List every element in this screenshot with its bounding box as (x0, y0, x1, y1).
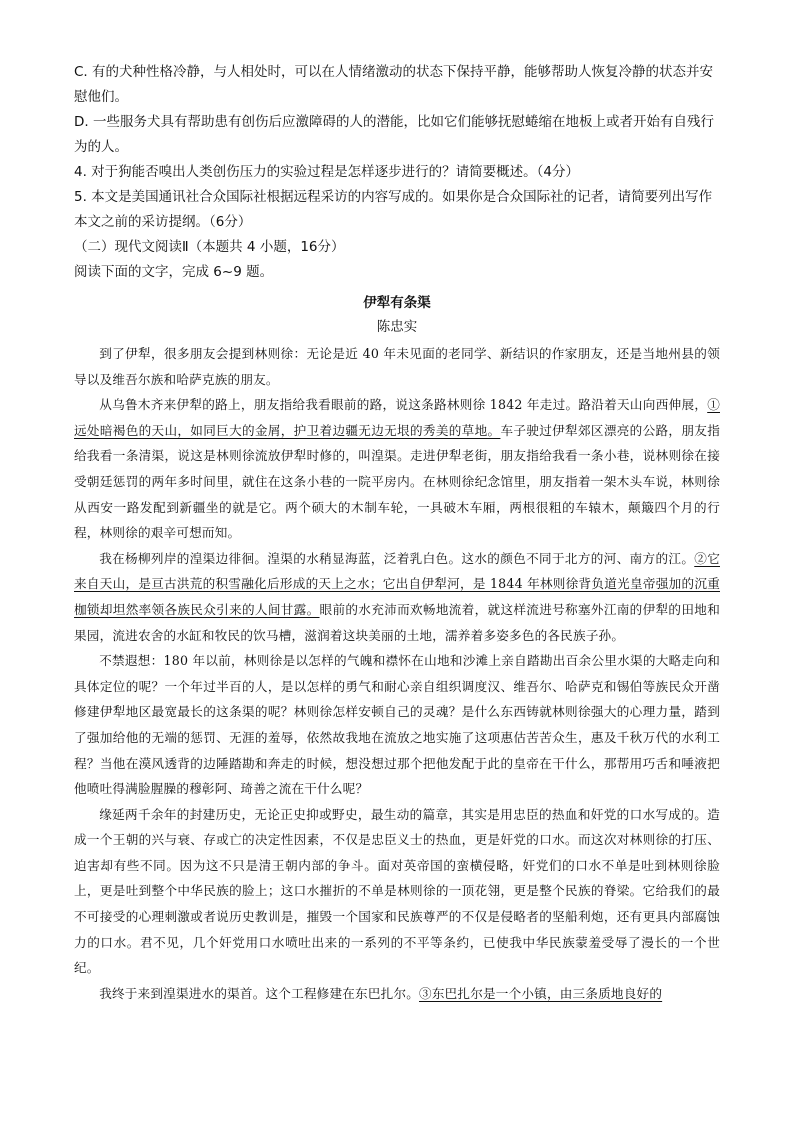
paragraph-2-text-a: 从乌鲁木齐来伊犁的路上，朋友指给我看眼前的路，说这条路林则徐 1842 年走过。路沿着天山向西伸展， (99, 397, 708, 413)
section-instruction: 阅读下面的文字，完成 6~9 题。 (74, 264, 274, 280)
paragraph-3-text-b: 眼前的水充沛而欢畅地流着，就这样流进号称塞外江南的伊犁的田地和果园，流进农舍的水缸和牧民的饮马槽，滋润着这块美丽的土地，濡养着多姿多色的各民族子孙。 (74, 601, 720, 643)
exam-page (74, 60, 720, 1006)
underlined-sentence-3: ③东巴扎尔是一个小镇，由三条质地良好的 (419, 985, 663, 1001)
article-author: 陈忠实 (376, 319, 418, 335)
paragraph-3-text-a: 我在杨柳列岸的湟渠边徘徊。湟渠的水稍显海蓝，泛着乳白色。这水的颜色不同于北方的河、南方的江。 (99, 550, 695, 566)
section-heading: （二）现代文阅读Ⅱ（本题共 4 小题，16分） (74, 239, 345, 255)
paragraph-4: 不禁遐想：180 年以前，林则徐是以怎样的气魄和襟怀在山地和沙滩上亲自踏勘出百余公里水渠的大略走向和具体定位的呢？一个年过半百的人，是以怎样的勇气和耐心亲自组织调度汉、维吾尔、哈萨克和锡伯等族民众开凿修建伊犁地区最宽最长的这条渠的呢？林则徐怎样安顿自己的灵魂？是什么东西铸就林则徐强大的心理力量，踏到了强加给他的无端的惩罚、无涯的羞辱，依然故我地在流放之地实施了这项惠估苦苦众生，惠及千秋万代的水利工程？当他在漠风透背的边陲踏勘和奔走的时候，想没想过那个把他发配于此的皇帝在干什么，那帮用巧舌和唾液把他喷吐得满脸腥臊的穆彰阿、琦善之流在干什么呢？ (74, 653, 720, 797)
question-5: 5. 本文是美国通讯社合众国际社根据远程采访的内容写成的。如果你是合众国际社的记者，请简要列出写作本文之前的采访提纲。（6分） (74, 189, 713, 230)
paragraph-3 (74, 546, 720, 648)
option-d: D. 一些服务犬具有帮助患有创伤后应激障碍的人的潜能，比如它们能够抚慰蜷缩在地板上或者开始有自残行为的人。 (74, 114, 714, 155)
question-4: 4. 对于狗能否嗅出人类创伤压力的实验过程是怎样逐步进行的？请简要概述。（4分） (74, 164, 580, 180)
paragraph-2-text-b: 车子驶过伊犁郊区漂亮的公路，朋友指给我看一条清渠，说这是林则徐流放伊犁时修的，叫湟渠。走进伊犁老街，朋友指给我看一条小巷，说林则徐在接受朝廷惩罚的两年多时间里，就住在这条小巷的一院平房内。在林则徐纪念馆里，朋友指着一架木头车说，林则徐从西安一路发配到新疆坐的就是它。两个硕大的木制车轮，一具破木车厢，两根很粗的车辕木，颠簸四个月的行程，林则徐的艰辛可想而知。 (74, 422, 720, 541)
paragraph-6-text-a: 我终于来到湟渠进水的渠首。这个工程修建在东巴扎尔。 (99, 985, 420, 1001)
paragraph-6 (74, 981, 720, 1007)
underlined-sentence-1: ①远处暗褐色的天山，如同巨大的金屑，护卫着边疆无边无垠的秀美的草地。 (74, 397, 720, 438)
option-c: C. 有的犬种性格冷静，与人相处时，可以在人情绪激动的状态下保持平静，能够帮助人恢复冷静的状态并安慰他们。 (74, 64, 714, 105)
underlined-sentence-2: ②它来自天山，是亘古洪荒的积雪融化后形成的天上之水；它出自伊犁河，是 1844 年林则徐背负道光皇帝强加的沉重枷锁却坦然率领各族民众引来的人间甘露。 (74, 550, 720, 617)
paragraph-2 (74, 392, 720, 546)
article-title: 伊犁有条渠 (363, 295, 431, 311)
paragraph-1: 到了伊犁，很多朋友会提到林则徐：无论是近 40 年未见面的老同学、新结识的作家朋友，还是当地州县的领导以及维吾尔族和哈萨克族的朋友。 (74, 346, 720, 387)
paragraph-5: 缘延两千余年的封建历史，无论正史抑或野史，最生动的篇章，其实是用忠臣的热血和奸党的口水写成的。造成一个王朝的兴与衰、存或亡的决定性因素，不仅是忠臣义士的热血，更是奸党的口水。而这次对林则徐的打压、迫害却有些不同。因为这不只是清王朝内部的争斗。面对英帝国的蛮横侵略，奸党们的口水不单是吐到林则徐脸上，更是吐到整个中华民族的脸上；这口水摧折的不单是林则徐的一顶花翎，更是整个民族的脊梁。它给我们的最不可接受的心理刺激或者说历史教训是，摧毁一个国家和民族尊严的不仅是侵略者的坚船利炮，还有更具内部腐蚀力的口水。君不见，几个奸党用口水喷吐出来的一系列的不平等条约，已使我中华民族蒙羞受辱了漫长的一个世纪。 (74, 806, 720, 976)
